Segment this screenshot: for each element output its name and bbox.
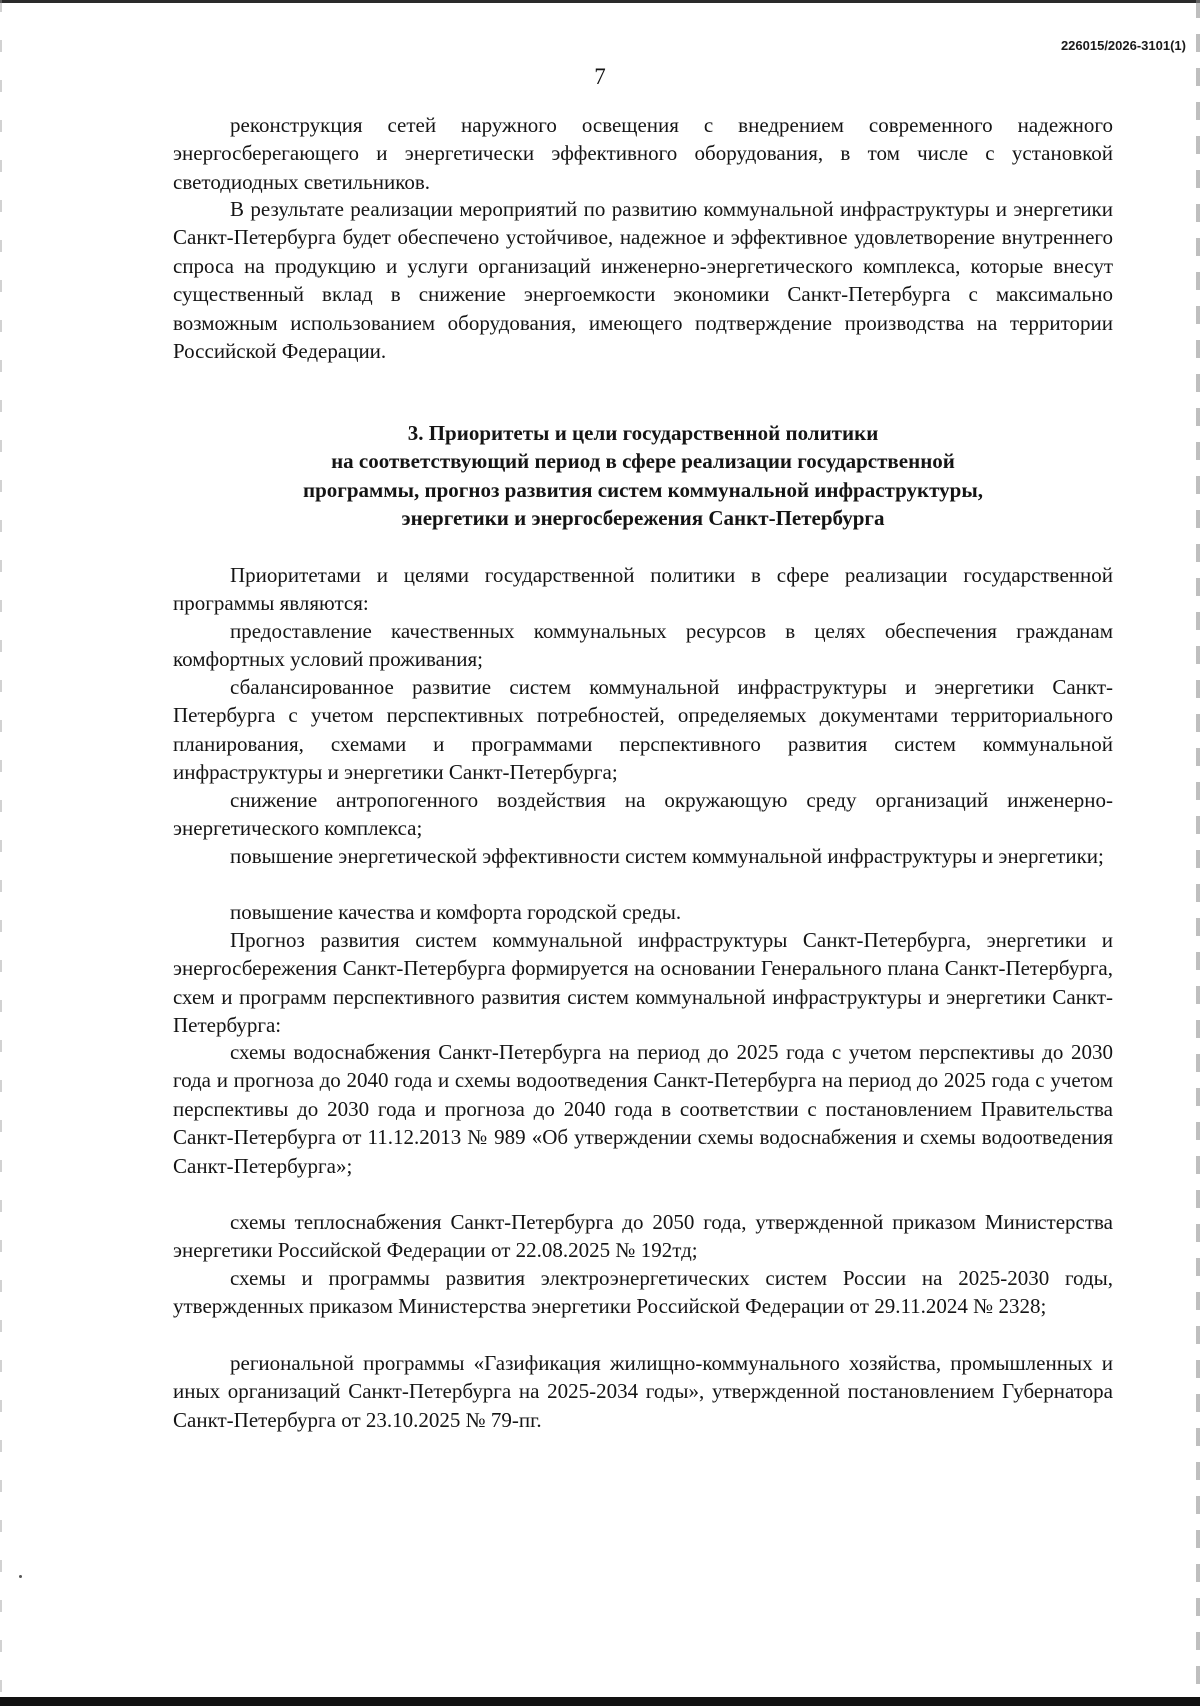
scan-right-edge [1196,0,1200,1706]
section-paragraph: схемы и программы развития электроэнергетических систем России на 2025-2030 годы, утвержденных приказом Министерства энергетики Российской Федерации от 29.11.2024 № 2328; [173,1266,1113,1319]
section-paragraph: схемы теплоснабжения Санкт-Петербурга до 2050 года, утвержденной приказом Министерства энергетики Российской Федерации от 22.08.2025 № 192тд; [173,1210,1113,1263]
section-paragraph: региональной программы «Газификация жилищно-коммунального хозяйства, промышленных и иных организаций Санкт-Петербурга на 2025-2034 годы», утвержденной постановлением Губернатора Санкт-Петербурга от 23.10.2025 № 79-пг. [173,1351,1113,1432]
scan-left-edge [0,0,2,1706]
intro-paragraph: В результате реализации мероприятий по развитию коммунальной инфраструктуры и энергетики Санкт-Петербурга будет обеспечено устойчивое, надежное и эффективное удовлетворение внутреннего спроса на продукцию и услуги организаций инженерно-энергетического комплекса, которые внесут существенный вклад в снижение энергоемкости экономики Санкт-Петербурга с максимально возможным использованием оборудования, имеющего подтверждение производства на территории Российской Федерации. [173,197,1113,364]
scan-speck [19,1575,22,1578]
section-paragraph: Прогноз развития систем коммунальной инфраструктуры Санкт-Петербурга, энергетики и энергосбережения Санкт-Петербурга формируется на основании Генерального плана Санкт-Петербурга, схем и программ перспективного развития систем коммунальной инфраструктуры и энергетики Санкт-Петербурга: [173,928,1113,1038]
page-number: 7 [594,64,606,89]
section-heading-line: программы, прогноз развития систем коммунальной инфраструктуры, [303,477,983,502]
section-paragraph: снижение антропогенного воздействия на окружающую среду организаций инженерно-энергетического комплекса; [173,788,1113,841]
scan-top-edge [0,0,1200,3]
section-paragraph: повышение энергетической эффективности систем коммунальной инфраструктуры и энергетики; [230,844,1104,868]
section-paragraph: сбалансированное развитие систем коммунальной инфраструктуры и энергетики Санкт-Петербурга с учетом перспективных потребностей, определяемых документами территориального планирования, схемами и программами перспективного развития систем коммунальной инфраструктуры и энергетики Санкт-Петербурга; [173,675,1113,785]
intro-paragraph: реконструкция сетей наружного освещения с внедрением современного надежного энергосберегающего и энергетически эффективного оборудования, в том числе с установкой светодиодных светильников. [173,113,1113,194]
section-paragraph: схемы водоснабжения Санкт-Петербурга на период до 2025 года с учетом перспективы до 2030 года и прогноза до 2040 года и схемы водоотведения Санкт-Петербурга на период до 2025 года с учетом перспективы до 2030 года и прогноза до 2040 года в соответствии с постановлением Правительства Санкт-Петербурга от 11.12.2013 № 989 «Об утверждении схемы водоснабжения и схемы водоотведения Санкт-Петербурга»; [173,1040,1113,1178]
document-id: 226015/2026-3101(1) [1060,38,1186,53]
section-heading-line: на соответствующий период в сфере реализации государственной [331,449,955,474]
section-heading-line: 3. Приоритеты и цели государственной политики [407,421,879,445]
section-paragraph: повышение качества и комфорта городской среды. [230,900,682,924]
section-heading [173,419,1113,533]
section-heading-line: энергетики и энергосбережения Санкт-Петербурга [401,506,885,531]
scan-bottom-edge [0,1697,1200,1706]
section-paragraph: предоставление качественных коммунальных ресурсов в целях обеспечения гражданам комфортных условий проживания; [173,619,1113,672]
section-paragraph: Приоритетами и целями государственной политики в сфере реализации государственной программы являются: [173,563,1113,616]
